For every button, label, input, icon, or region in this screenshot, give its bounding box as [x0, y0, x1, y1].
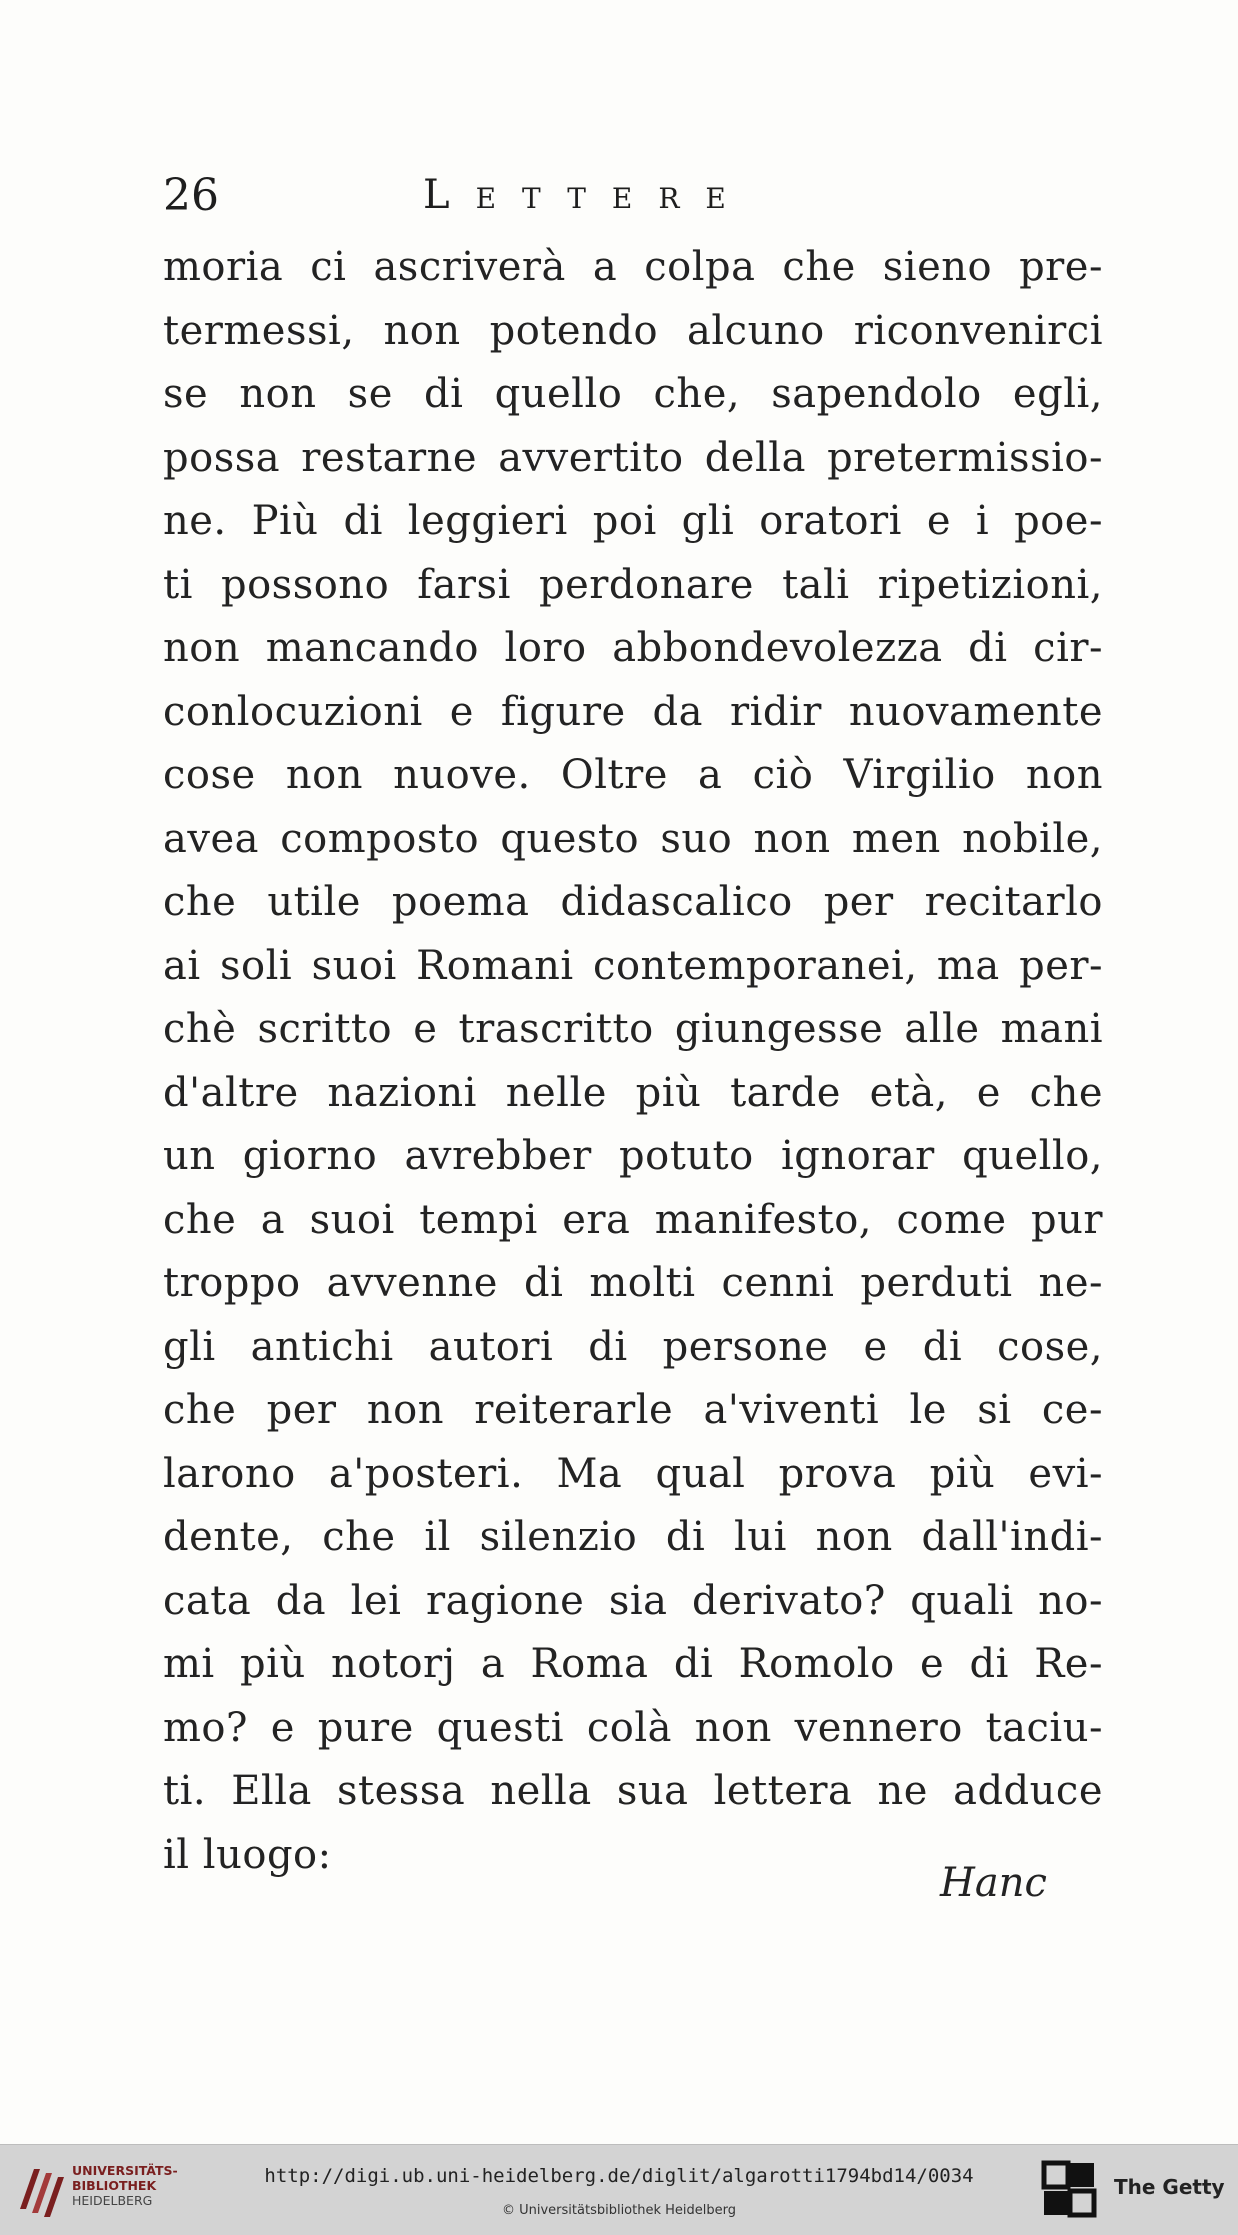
text-line: mi più notorj a Roma di Romolo e di Re- — [163, 1641, 1103, 1687]
library-name-line: HEIDELBERG — [72, 2193, 153, 2208]
page-header — [163, 170, 1103, 226]
text-line: che a suoi tempi era manifesto, come pur — [163, 1196, 1103, 1243]
catchword: Hanc — [940, 1860, 1047, 1906]
text-line: cose non nuove. Oltre a ciò Virgilio non — [163, 752, 1103, 798]
text-line: ti. Ella stessa nella sua lettera ne adduce — [163, 1768, 1103, 1814]
page-number: 26 — [163, 170, 219, 221]
text-line: troppo avvenne di molti cenni perduti ne- — [163, 1260, 1103, 1306]
text-line: ti possono farsi perdonare tali ripetizioni, — [163, 561, 1103, 608]
text-line: larono a'posteri. Ma qual prova più evi- — [163, 1450, 1103, 1497]
text-line: che per non reiterarle a'viventi le si ce- — [163, 1387, 1103, 1433]
viewer-footer — [0, 2144, 1238, 2235]
running-head: Lettere — [423, 172, 752, 218]
text-line: moria ci ascriverà a colpa che sieno pre- — [163, 244, 1103, 290]
body-text — [163, 236, 1103, 1887]
text-line: termessi, non potendo alcuno riconvenirci — [163, 307, 1103, 354]
text-line: chè scritto e trascritto giungesse alle mani — [163, 1006, 1103, 1052]
text-line: gli antichi autori di persone e di cose, — [163, 1323, 1103, 1370]
text-line: che utile poema didascalico per recitarlo — [163, 879, 1103, 925]
text-line: ne. Più di leggieri poi gli oratori e i poe- — [163, 498, 1103, 544]
text-line: conlocuzioni e figure da ridir nuovamente — [163, 688, 1103, 735]
text-line: mo? e pure questi colà non vennero taciu- — [163, 1704, 1103, 1751]
text-line: possa restarne avvertito della pretermissio- — [163, 434, 1103, 481]
permalink-url[interactable]: http://digi.ub.uni-heidelberg.de/diglit/algarotti1794bd14/0034 — [264, 2165, 974, 2187]
text-line: il luogo: — [163, 1831, 332, 1878]
text-line: dente, che il silenzio di lui non dall'indi- — [163, 1514, 1103, 1560]
text-line: non mancando loro abbondevolezza di cir- — [163, 625, 1103, 671]
library-name-line: BIBLIOTHEK — [72, 2178, 157, 2193]
copyright-notice: © Universitätsbibliothek Heidelberg — [501, 2203, 736, 2218]
text-line: avea composto questo suo non men nobile, — [163, 815, 1103, 862]
getty-logo-icon — [1040, 2159, 1098, 2221]
text-line: se non se di quello che, sapendolo egli, — [163, 371, 1103, 417]
text-line: ai soli suoi Romani contemporanei, ma per- — [163, 942, 1103, 989]
text-line: un giorno avrebber potuto ignorar quello, — [163, 1133, 1103, 1179]
text-line: d'altre nazioni nelle più tarde età, e che — [163, 1069, 1103, 1116]
library-name-line: UNIVERSITÄTS- — [72, 2163, 178, 2178]
partner-name: The Getty — [1114, 2175, 1225, 2199]
text-line: cata da lei ragione sia derivato? quali no- — [163, 1577, 1103, 1624]
